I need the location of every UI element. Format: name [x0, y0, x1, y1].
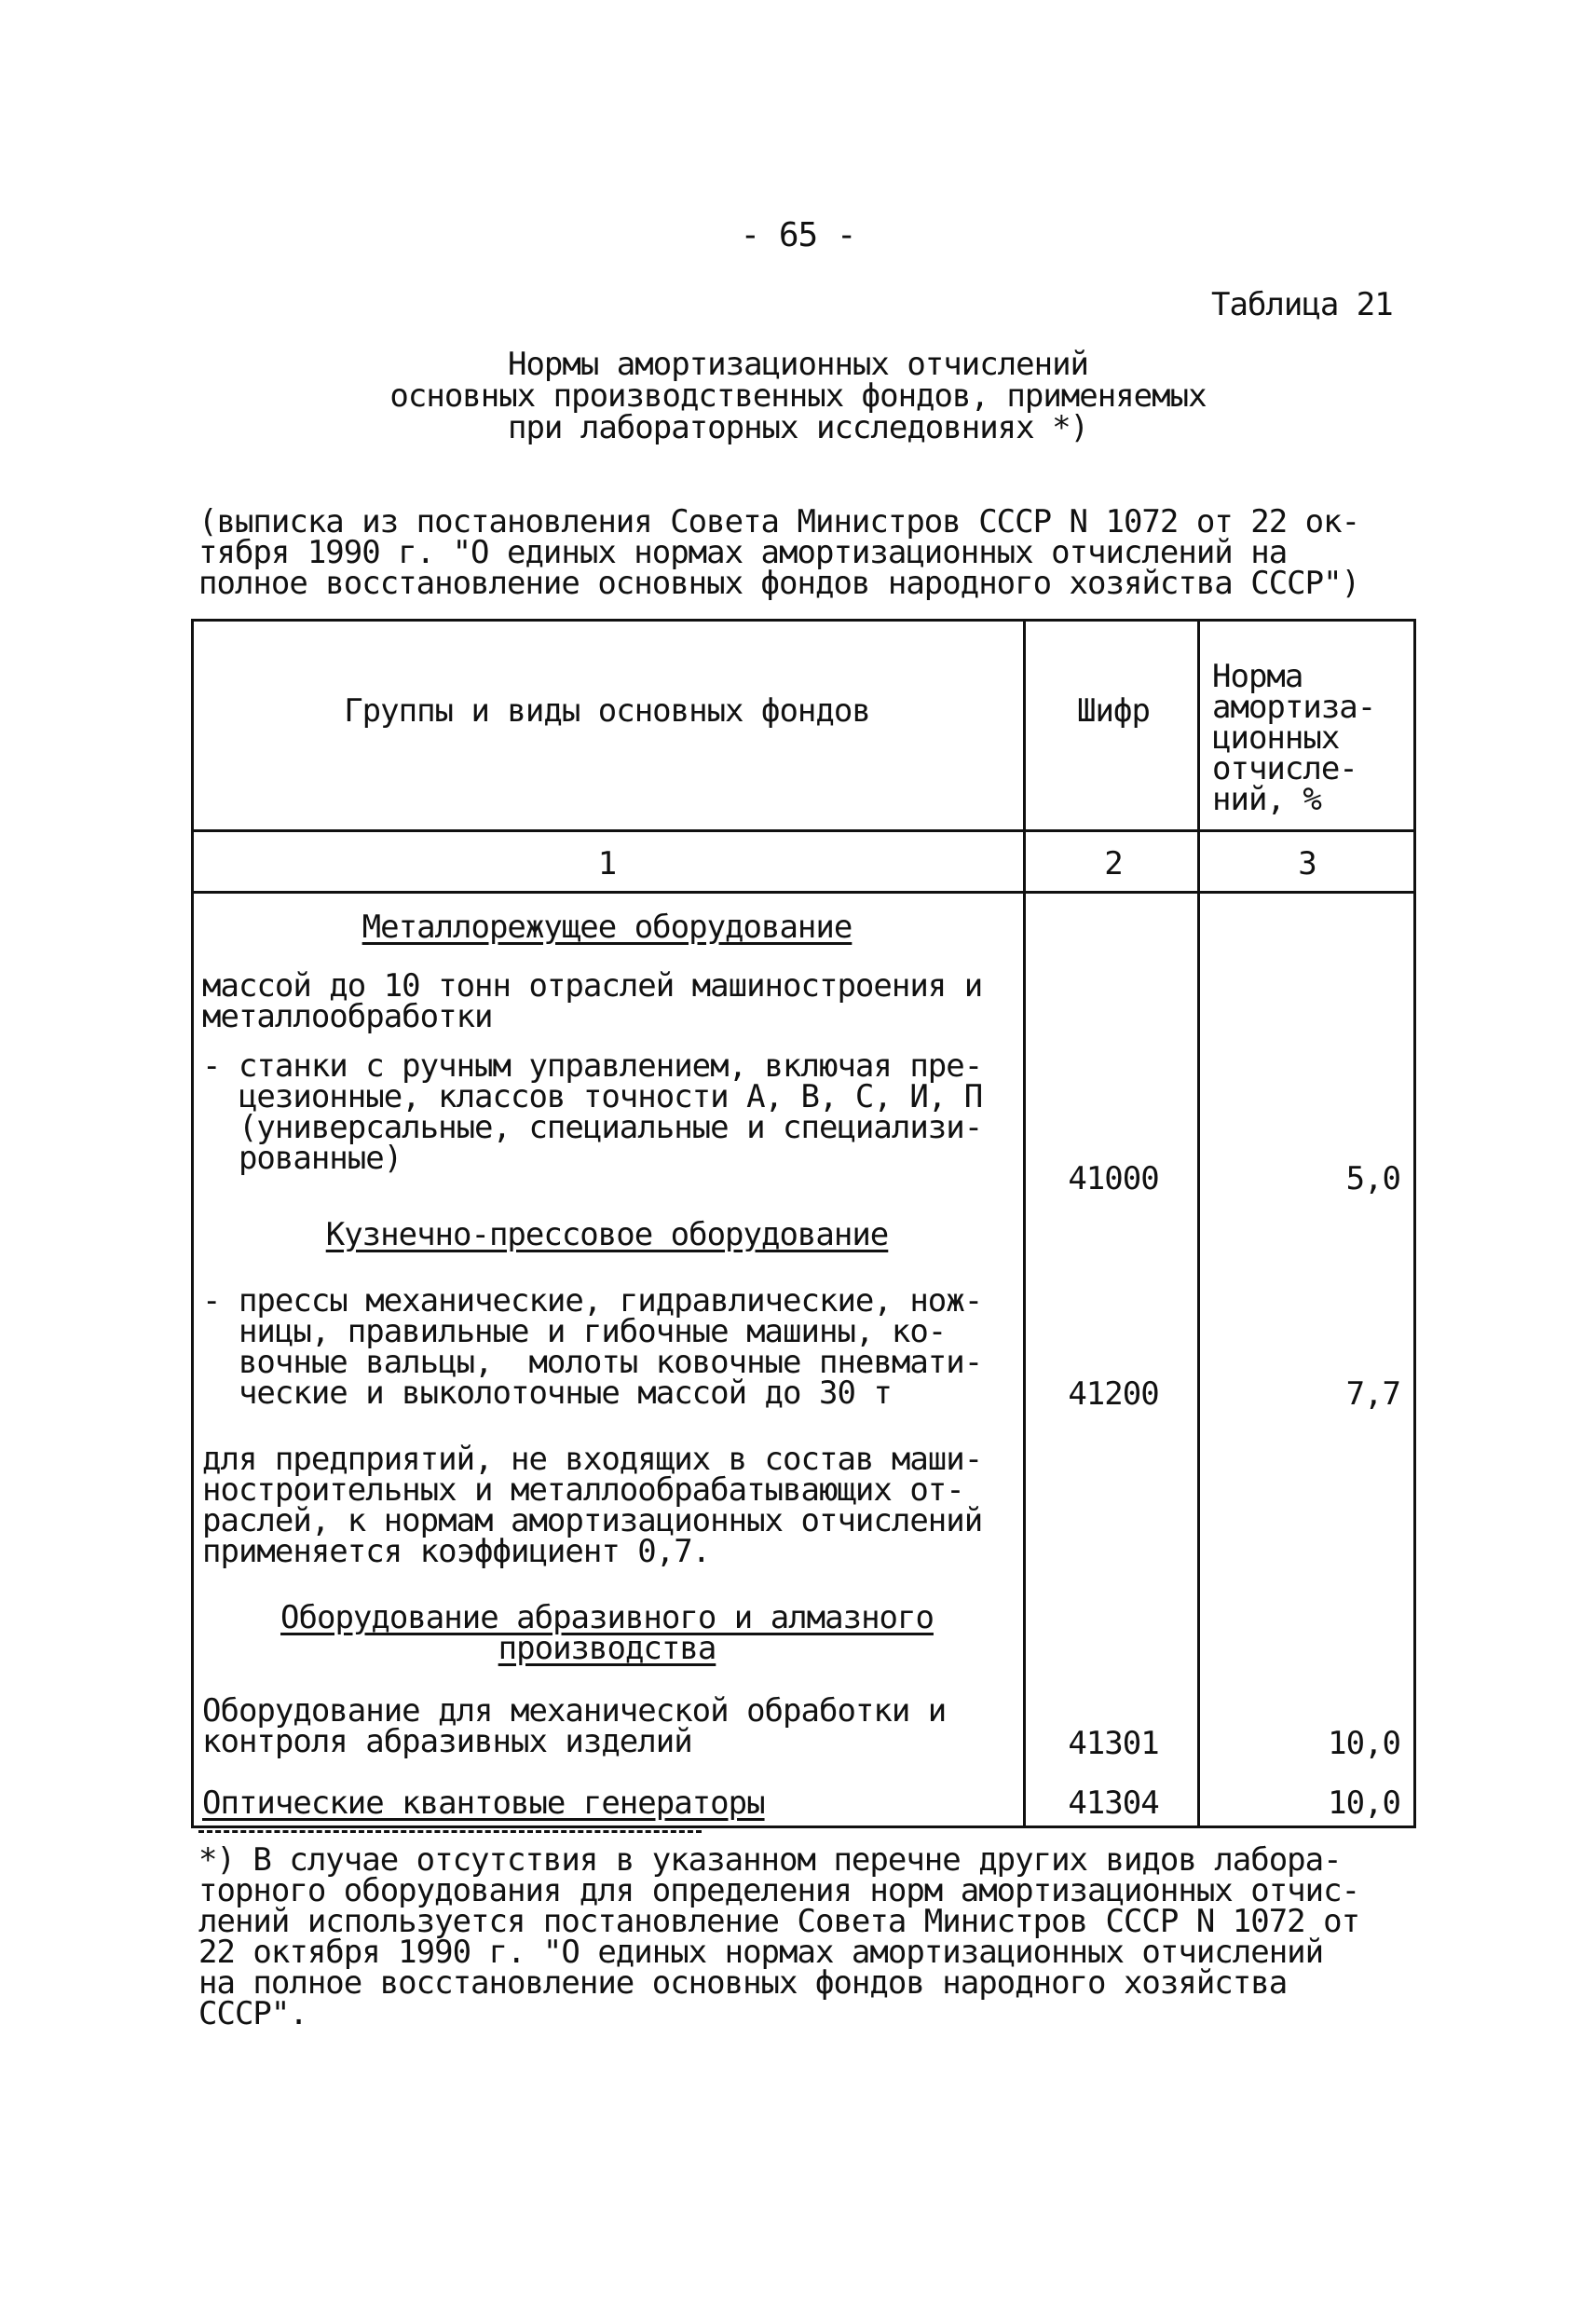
header-rate: Норма амортиза- ционных отчисле- ний, %: [1212, 658, 1376, 818]
section-heading-abrasive: Оборудование абразивного и алмазного производства: [280, 1599, 934, 1667]
table-divider-2: [1197, 619, 1200, 1828]
header-code: Шифр: [1077, 692, 1150, 730]
item-abrasive-processing: Оборудование для механической обработки и контроля абразивных изделий: [202, 1692, 947, 1760]
footnote-text: *) В случае отсутствия в указанном перечне других видов лабора- торного оборудования для определения норм амортизационных отчис- лений используется постановление Совета Министров СССР N 1072 от 22 октября 1990 г. "О единых нормах амортизационных отчислений на полное восстановление основных фондов народного хозяйства СССР".: [198, 1841, 1360, 2032]
code-41304: 41304: [1068, 1785, 1159, 1822]
page-number: - 65 -: [740, 216, 856, 254]
section-heading-forging: Кузнечно-прессовое оборудование: [325, 1216, 889, 1253]
footnote-separator: [198, 1830, 702, 1833]
col-number-3: 3: [1298, 845, 1316, 882]
title-line-2: основных производственных фондов, применяемых: [389, 377, 1207, 415]
item-laser-generators: Оптические квантовые генераторы: [202, 1785, 765, 1822]
section-intro-metal-cutting: массой до 10 тонн отраслей машиностроения и металлообработки: [202, 967, 983, 1035]
excerpt-paragraph: (выписка из постановления Совета Министров СССР N 1072 от 22 ок- тября 1990 г. "О единых нормах амортизационных отчислений на полное восстановление основных фондов народного хозяйства СССР"): [198, 503, 1360, 602]
rate-41000: 5,0: [1345, 1160, 1400, 1197]
item-presses: - прессы механические, гидравлические, нож- ницы, правильные и гибочные машины, ко- вочные вальцы, молоты ковочные пневмати- ческие и выколоточные массой до 30 т: [202, 1282, 983, 1412]
amortization-table: [191, 619, 1419, 1828]
header-groups: Группы и виды основных фондов: [344, 692, 870, 730]
code-41000: 41000: [1068, 1160, 1159, 1197]
section-heading-metal-cutting: Металлорежущее оборудование: [361, 909, 853, 946]
item-manual-lathes: - станки с ручным управлением, включая пре- цезионные, классов точности А, В, С, И, П (универсальные, специальные и специализи- рованные): [202, 1047, 983, 1177]
table-border-right: [1413, 619, 1416, 1828]
col-number-2: 2: [1104, 845, 1123, 882]
title-line-3: при лабораторных исследовниях *): [507, 409, 1089, 446]
rate-41200: 7,7: [1345, 1375, 1400, 1413]
rate-41301: 10,0: [1328, 1725, 1400, 1762]
column-number-separator: [191, 891, 1416, 894]
table-border-bottom: [191, 1826, 1416, 1828]
rate-41304: 10,0: [1328, 1785, 1400, 1822]
col-number-1: 1: [597, 845, 617, 882]
header-separator: [191, 829, 1416, 832]
table-border-top: [191, 619, 1416, 622]
code-41301: 41301: [1068, 1725, 1159, 1762]
table-label: Таблица 21: [1211, 286, 1393, 323]
coefficient-note: для предприятий, не входящих в состав маши- ностроительных и металлообрабатывающих от- раслей, к нормам амортизационных отчислений применяется коэффициент 0,7.: [202, 1441, 983, 1570]
table-divider-1: [1023, 619, 1026, 1828]
code-41200: 41200: [1068, 1375, 1159, 1413]
title-line-1: Нормы амортизационных отчислений: [507, 346, 1089, 383]
